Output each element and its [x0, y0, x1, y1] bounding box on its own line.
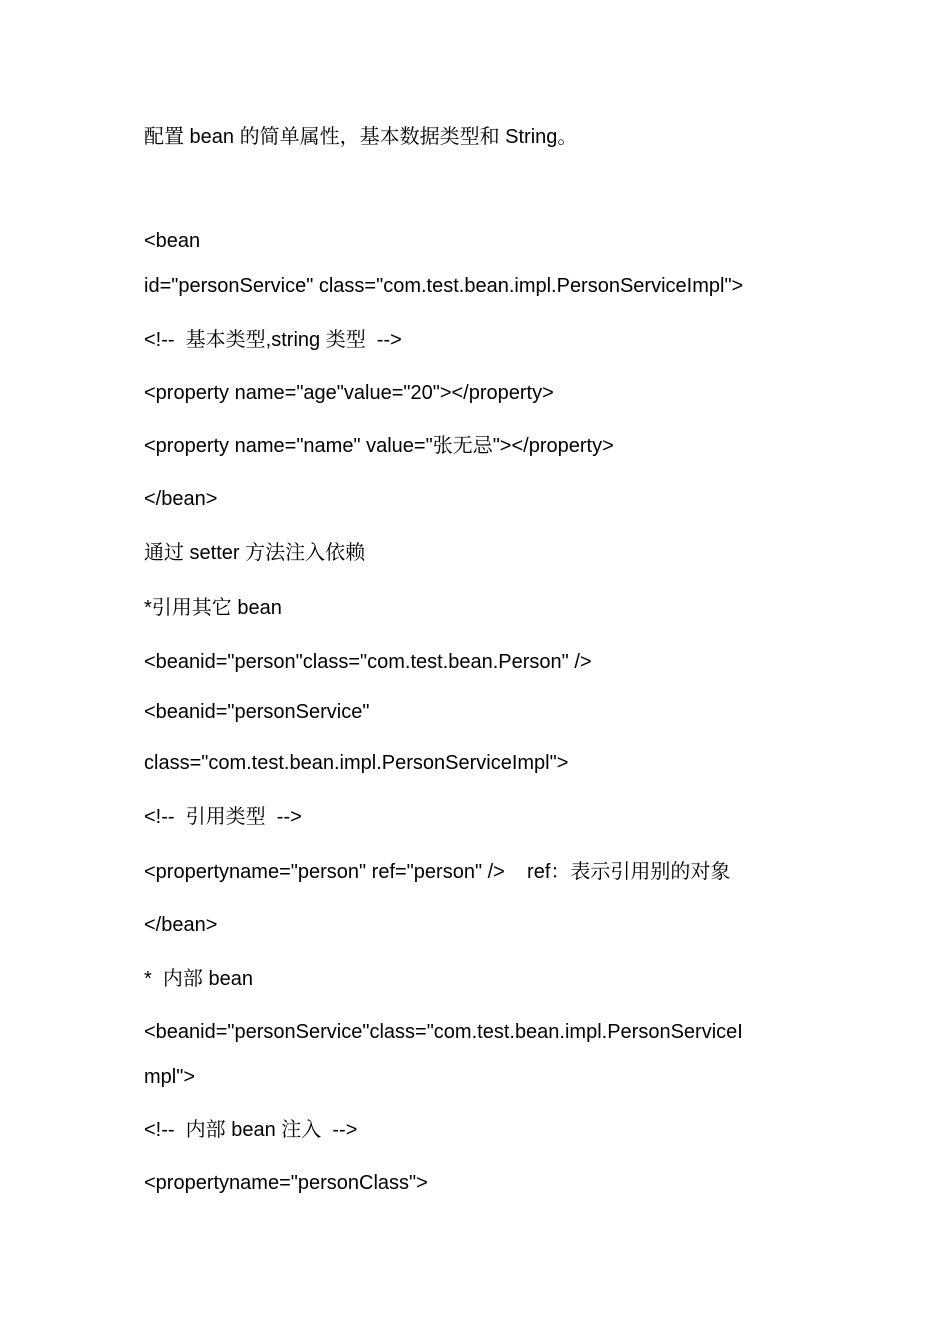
text-line-intro: 配置 bean 的简单属性，基本数据类型和 String。	[144, 126, 578, 148]
code-line-comment-inner: <!-- 内部 bean 注入 -->	[144, 1119, 358, 1141]
code-line-property-person-class: <propertyname="personClass">	[144, 1172, 428, 1194]
code-line-property-ref: <propertyname="person" ref="person" /> ref：表示引用别的对象	[144, 861, 731, 883]
code-line-property-age: <property name="age"value="20"></property>	[144, 382, 554, 404]
code-line-class-attr: class="com.test.bean.impl.PersonServiceImpl">	[144, 752, 569, 774]
code-line-bean-close: </bean>	[144, 488, 218, 510]
code-line-bean-inner-cont: mpl">	[144, 1066, 196, 1088]
text-line-setter-injection: 通过 setter 方法注入依赖	[144, 542, 366, 564]
text-line-inner-bean: * 内部 bean	[144, 968, 253, 990]
code-line-bean-close-2: </bean>	[144, 914, 218, 936]
code-line-bean-person-service: <beanid="personService"	[144, 701, 370, 723]
code-line-bean-person: <beanid="person"class="com.test.bean.Person" />	[144, 651, 592, 673]
code-line-property-name: <property name="name" value="张无忌"></property>	[144, 435, 614, 457]
code-line-comment-basic: <!-- 基本类型,string 类型 -->	[144, 329, 402, 351]
code-line-bean-inner: <beanid="personService"class="com.test.bean.impl.PersonServiceI	[144, 1021, 743, 1043]
code-line-comment-reference: <!-- 引用类型 -->	[144, 806, 302, 828]
code-line-bean-open: <bean	[144, 230, 201, 252]
code-line-bean-attrs: id="personService" class="com.test.bean.impl.PersonServiceImpl">	[144, 275, 744, 297]
text-line-reference-bean: *引用其它 bean	[144, 597, 282, 619]
